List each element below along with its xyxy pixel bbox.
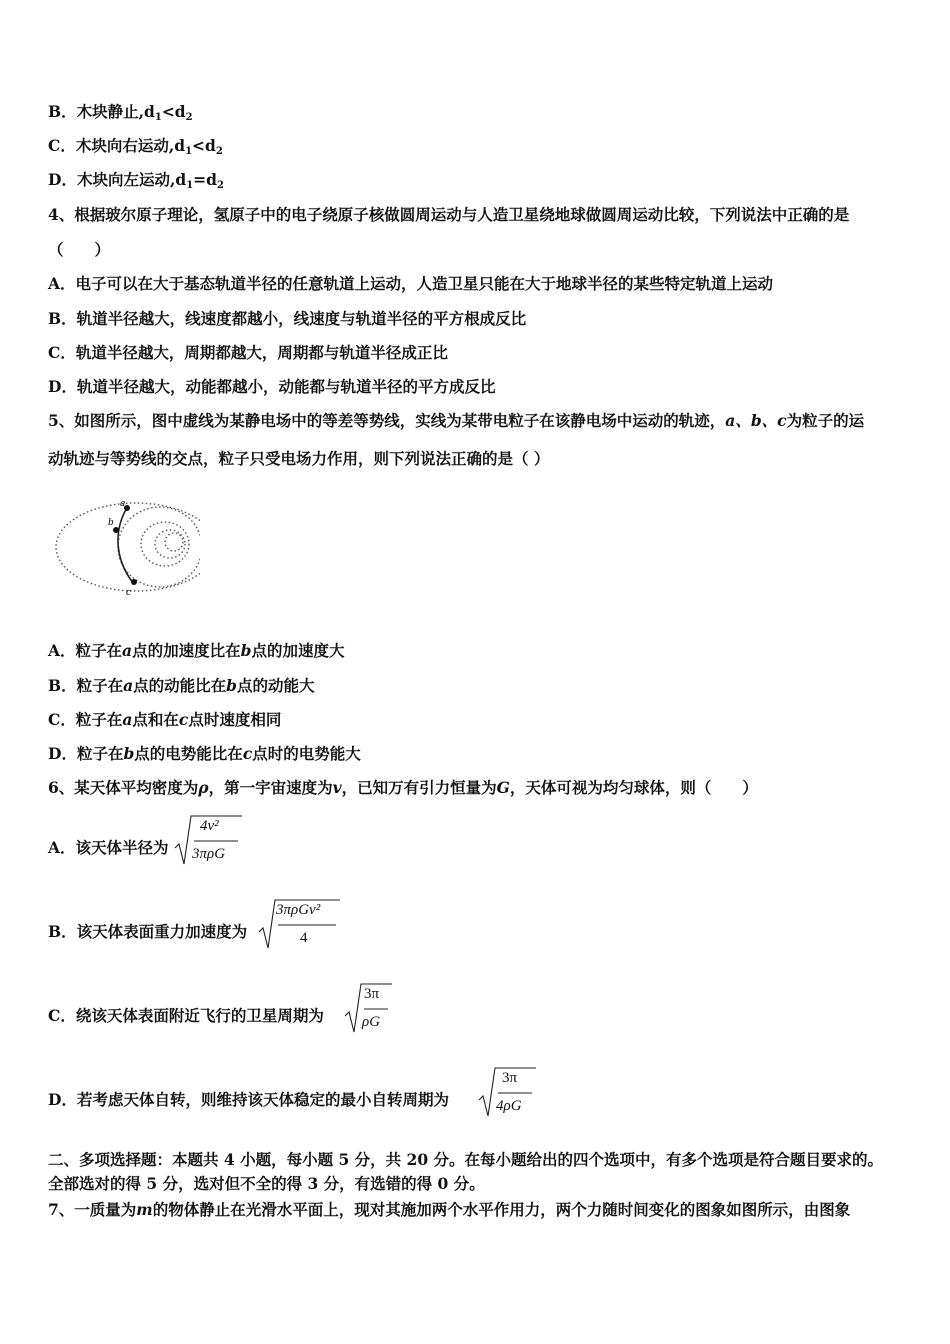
label-a: a [120,499,126,509]
point-c [131,579,137,585]
q4-option-a: A．电子可以在大于基态轨道半径的任意轨道上运动，人造卫星只能在大于地球半径的某些特定轨道上运动 [48,274,774,293]
label-b: b [108,518,114,528]
q3-option-c: C．木块向右运动$,d_1<d_2$ [48,136,223,157]
formula-c-denominator: ρG [362,1014,381,1030]
equipotential-lines [56,503,200,591]
q6-stem: 6、某天体平均密度为ρ，第一宇宙速度为v，已知万有引力恒量为G，天体可视为均匀球体，则（ ） [48,778,758,797]
section2-heading-line2: 全部选对的得 5 分，选对但不全的得 3 分，有选错的得 0 分。 [48,1174,485,1193]
q6-option-a: A．该天体半径为 [48,838,169,857]
q5-option-c: C．粒子在a点和在c点时速度相同 [48,710,282,729]
particle-trajectory [118,506,134,584]
label-c: c [126,588,132,598]
q6-option-d: D．若考虑天体自转，则维持该天体稳定的最小自转周期为 [48,1090,449,1109]
q4-paren: （ ） [48,240,111,259]
equipotential-figure [50,492,200,614]
point-b [113,527,119,533]
q6-option-b: B．该天体表面重力加速度为 [48,922,248,941]
q3-option-b: B．木块静止$,d_1<d_2$ [48,102,193,123]
section2-heading-line1: 二、多项选择题：本题共 4 小题，每小题 5 分，共 20 分。在每小题给出的四个选项中，有多个选项是符合题目要求的。 [48,1150,884,1169]
formula-a-denominator: 3πρG [192,846,226,862]
q4-stem: 4、根据玻尔原子理论，氢原子中的电子绕原子核做圆周运动与人造卫星绕地球做圆周运动比较，下列说法中正确的是 [48,205,850,224]
formula-b-numerator: 3πρGv² [276,902,321,918]
formula-c-numerator: 3π [364,986,380,1002]
q3-option-d: D．木块向左运动$,d_1=d_2$ [48,170,224,191]
formula-a-numerator: 4v² [200,818,219,834]
q5-stem-line1: 5、如图所示，图中虚线为某静电场中的等差等势线，实线为某带电粒子在该静电场中运动的轨迹，a、b、c为粒子的运 [48,411,865,430]
q5-option-d: D．粒子在b点的电势能比在c点时的电势能大 [48,744,361,763]
formula-b-denominator: 4 [300,930,308,946]
q5-stem-line2: 动轨迹与等势线的交点，粒子只受电场力作用，则下列说法正确的是（ ） [48,449,550,468]
q5-option-a: A．粒子在a点的加速度比在b点的加速度大 [48,641,345,660]
q4-option-d: D．轨道半径越大，动能都越小，动能都与轨道半径的平方成反比 [48,377,496,396]
q6-option-c: C．绕该天体表面附近飞行的卫星周期为 [48,1006,324,1025]
q4-option-c: C．轨道半径越大，周期都越大，周期都与轨道半径成正比 [48,343,448,362]
q5-option-b: B．粒子在a点的动能比在b点的动能大 [48,676,315,695]
formula-d-numerator: 3π [502,1070,518,1086]
q4-option-b: B．轨道半径越大，线速度都越小，线速度与轨道半径的平方根成反比 [48,309,527,328]
formula-d-denominator: 4ρG [496,1098,522,1114]
q7-stem: 7、一质量为m的物体静止在光滑水平面上，现对其施加两个水平作用力，两个力随时间变化的图象如图所示，由图象 [48,1200,851,1219]
